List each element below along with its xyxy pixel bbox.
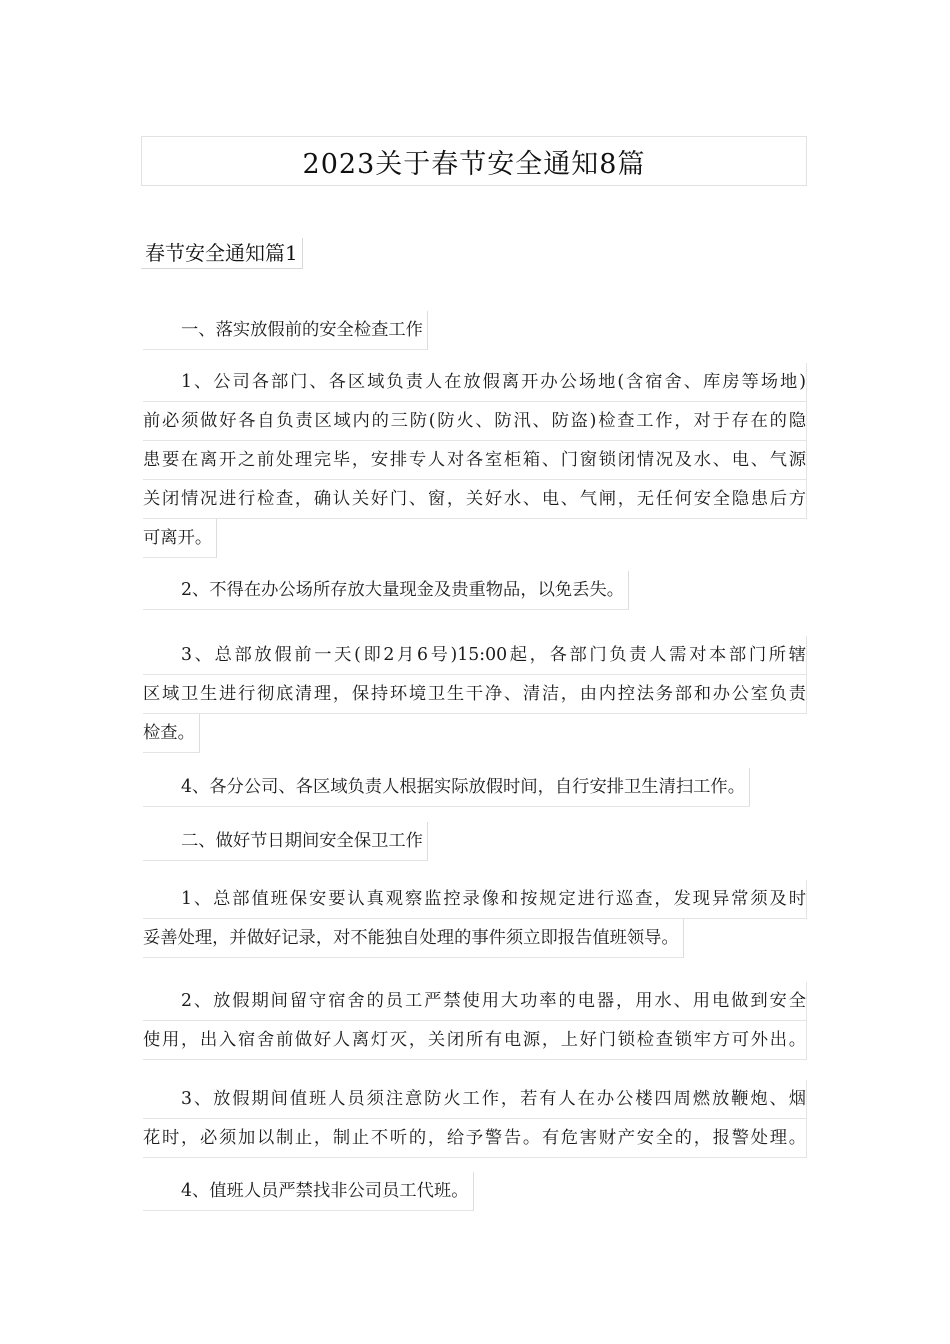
paragraph-1-line-2: 前必须做好各自负责区域内的三防(防火、防汛、防盗)检查工作，对于存在的隐 — [143, 402, 807, 441]
paragraph-3-line-1: 3、总部放假前一天(即2月6号)15:00起，各部门负责人需对本部门所辖 — [143, 636, 807, 675]
paragraph-8-line: 4、值班人员严禁找非公司员工代班。 — [143, 1172, 474, 1211]
heading-2 — [143, 822, 807, 876]
paragraph-1 — [143, 363, 807, 573]
heading-1 — [143, 311, 807, 365]
paragraph-1-line-5: 可离开。 — [143, 519, 217, 558]
paragraph-2 — [143, 571, 807, 625]
paragraph-3-line-2: 区域卫生进行彻底清理，保持环境卫生干净、清洁，由内控法务部和办公室负责 — [143, 675, 807, 714]
paragraph-1-line-4: 关闭情况进行检查，确认关好门、窗，关好水、电、气闸，无任何安全隐患后方 — [143, 480, 807, 519]
paragraph-3-line-3: 检查。 — [143, 714, 200, 753]
paragraph-7-line-2: 花时，必须加以制止，制止不听的，给予警告。有危害财产安全的，报警处理。 — [143, 1119, 807, 1158]
paragraph-4-line: 4、各分公司、各区域负责人根据实际放假时间，自行安排卫生清扫工作。 — [143, 768, 750, 807]
paragraph-1-line-3: 患要在离开之前处理完毕，安排专人对各室柜箱、门窗锁闭情况及水、电、气源 — [143, 441, 807, 480]
paragraph-5-line-2: 妥善处理，并做好记录，对不能独自处理的事件须立即报告值班领导。 — [143, 919, 684, 958]
heading-2-line: 二、做好节日期间安全保卫工作 — [143, 822, 428, 861]
paragraph-1-line-1: 1、公司各部门、各区域负责人在放假离开办公场地(含宿舍、库房等场地) — [143, 363, 807, 402]
section-title: 春节安全通知篇1 — [141, 238, 303, 269]
paragraph-2-line: 2、不得在办公场所存放大量现金及贵重物品，以免丢失。 — [143, 571, 629, 610]
paragraph-7 — [143, 1080, 807, 1158]
paragraph-8 — [143, 1172, 807, 1226]
paragraph-5 — [143, 880, 807, 973]
paragraph-6-line-2: 使用，出入宿舍前做好人离灯灭，关闭所有电源，上好门锁检查锁牢方可外出。 — [143, 1021, 807, 1060]
paragraph-5-line-1: 1、总部值班保安要认真观察监控录像和按规定进行巡查，发现异常须及时 — [143, 880, 807, 919]
paragraph-4 — [143, 768, 807, 822]
heading-1-line: 一、落实放假前的安全检查工作 — [143, 311, 428, 350]
paragraph-6-line-1: 2、放假期间留守宿舍的员工严禁使用大功率的电器，用水、用电做到安全 — [143, 982, 807, 1021]
paragraph-7-line-1: 3、放假期间值班人员须注意防火工作，若有人在办公楼四周燃放鞭炮、烟 — [143, 1080, 807, 1119]
document-title: 2023关于春节安全通知8篇 — [141, 136, 807, 186]
paragraph-6 — [143, 982, 807, 1060]
paragraph-3 — [143, 636, 807, 768]
